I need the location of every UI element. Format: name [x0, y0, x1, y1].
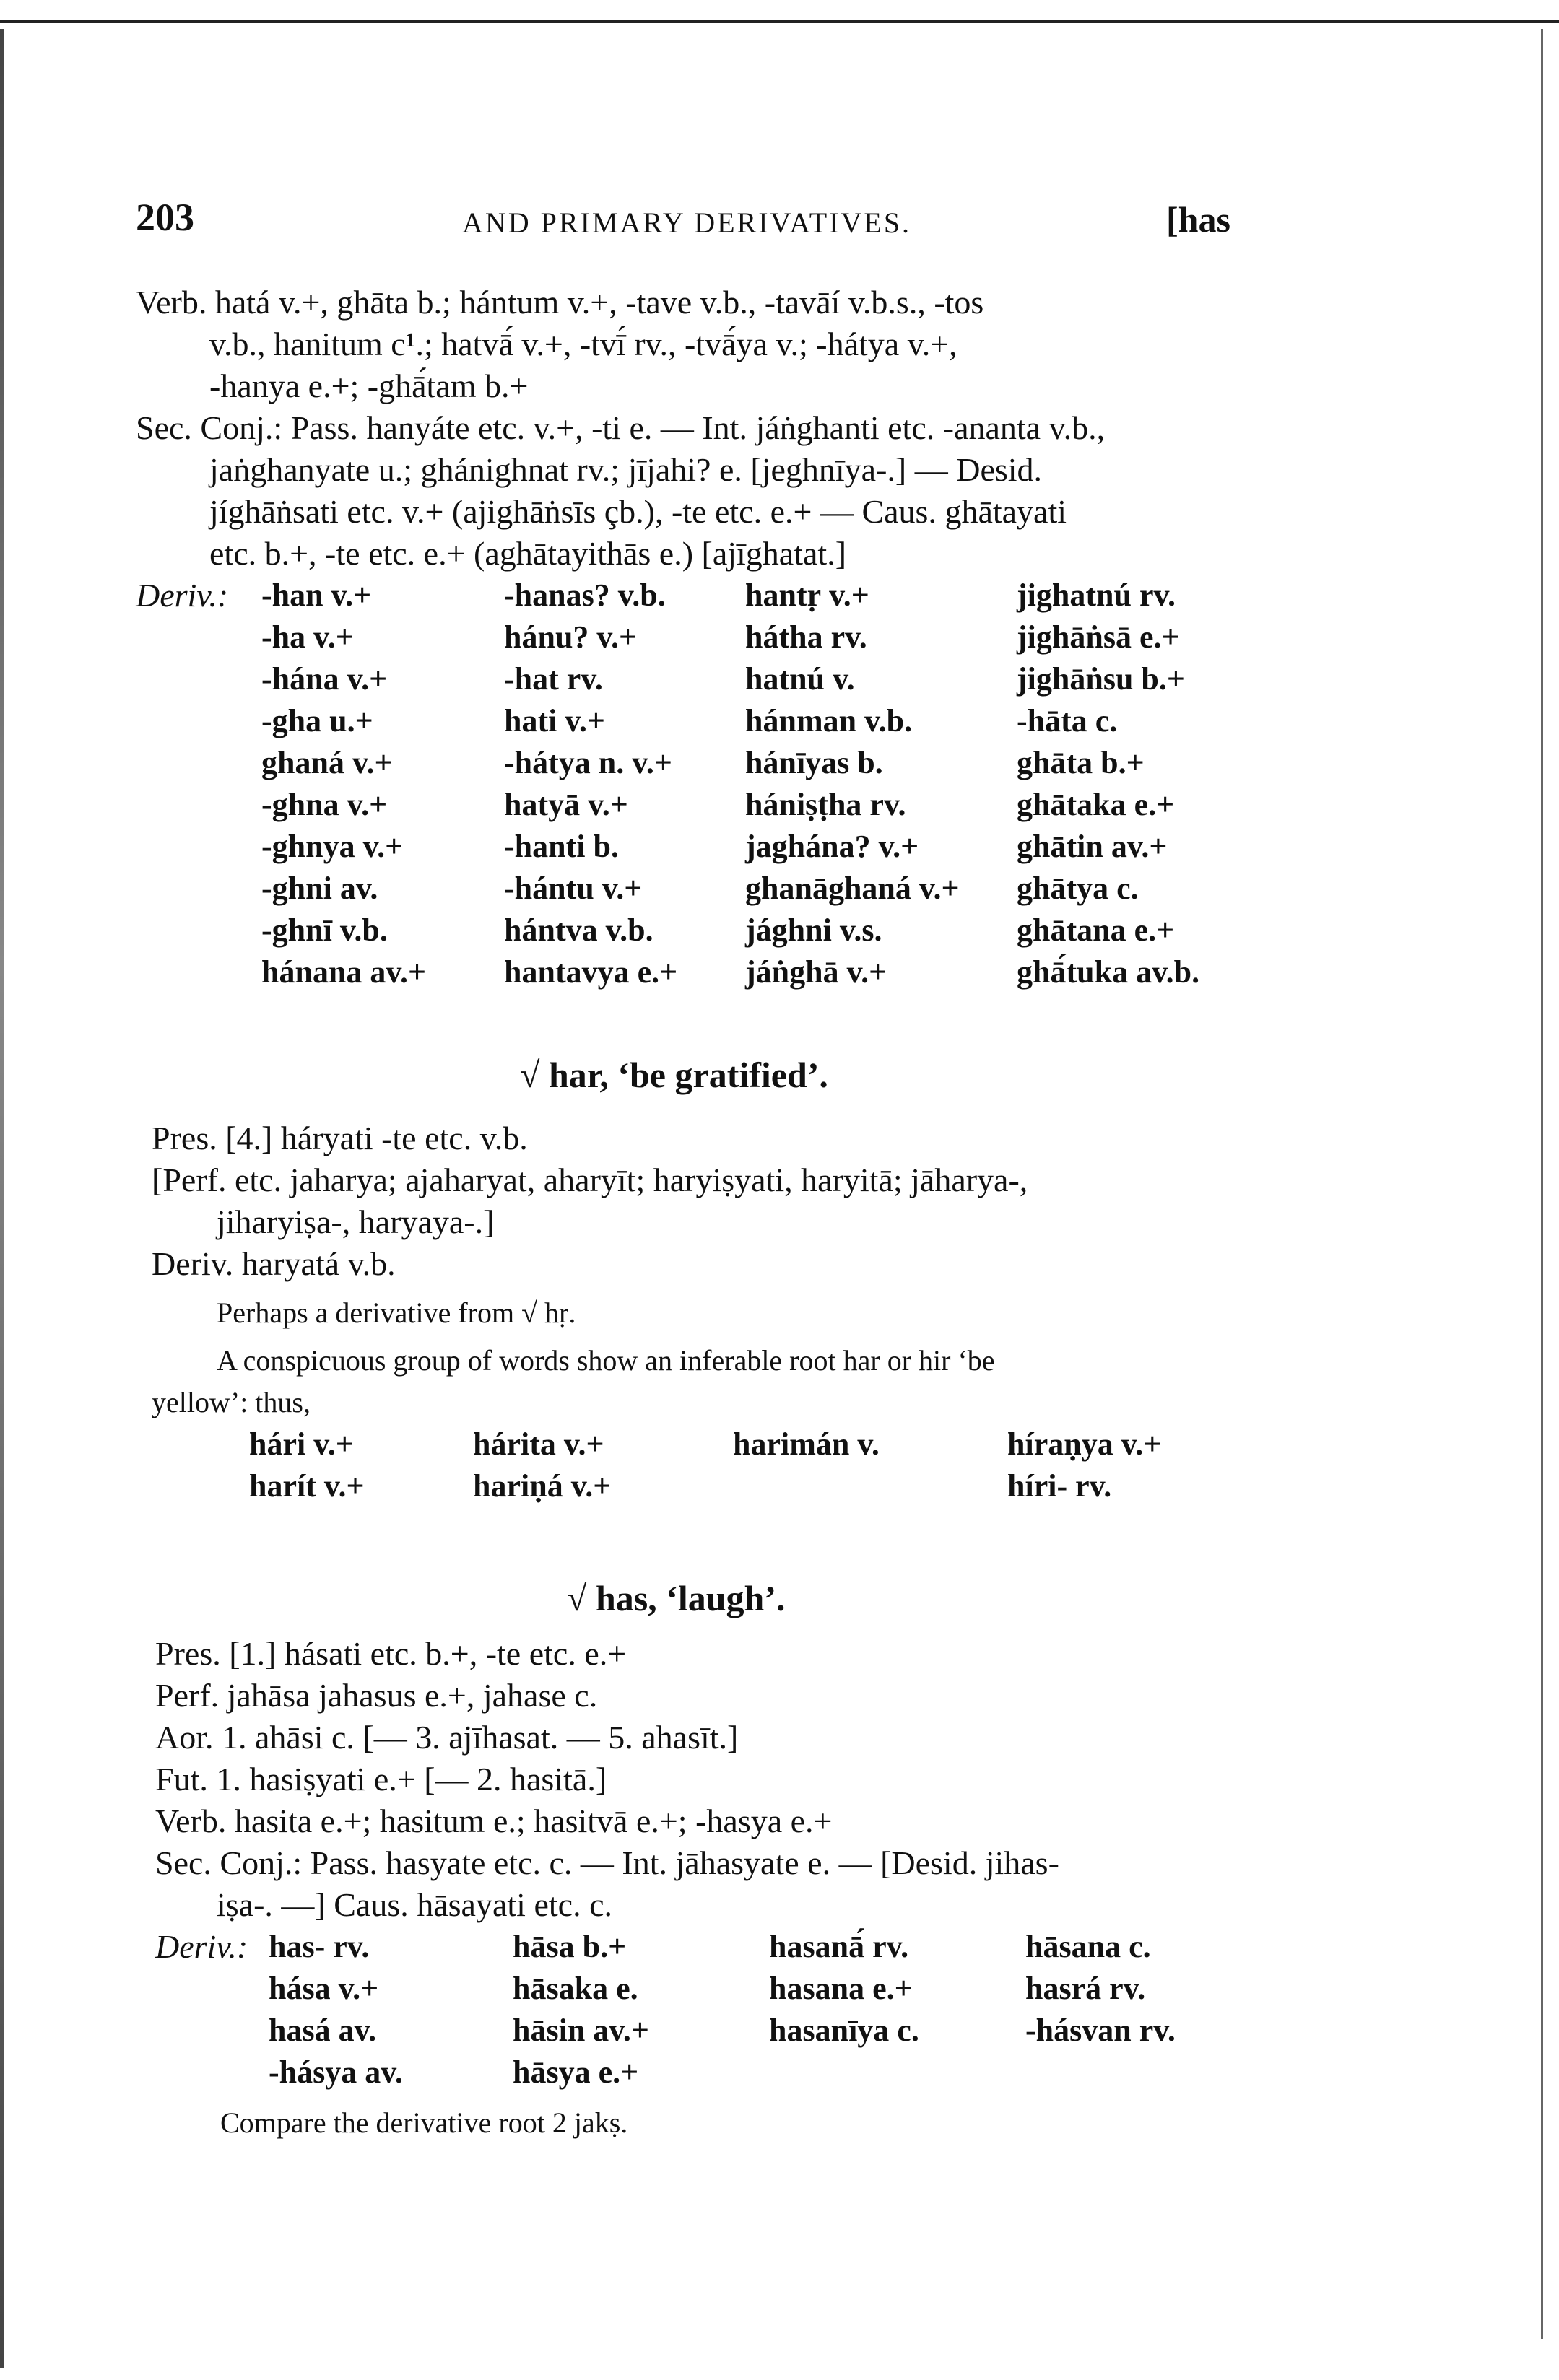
- han-verb-line-2: v.b., hanitum c¹.; hatvā́ v.+, -tvī́ rv., -tvā́ya v.; -hátya v.+,: [209, 326, 957, 362]
- right-scan-edge: [1541, 29, 1543, 2339]
- har-line-2: [Perf. etc. jaharya; ajaharyat, aharyīt; haryiṣyati, haryitā; jāharya-,: [152, 1161, 1028, 1198]
- deriv-item: -hátya n. v.+: [504, 745, 672, 780]
- han-secconj-line-4: etc. b.+, -te etc. e.+ (aghātayithās e.) [ajīghatat.]: [209, 535, 847, 572]
- deriv-item: jighatnú rv.: [1017, 577, 1176, 613]
- deriv-item: hāsya e.+: [513, 2054, 639, 2090]
- deriv-item: jaghána? v.+: [745, 829, 919, 864]
- deriv-item: -ha v.+: [261, 619, 354, 655]
- deriv-item: ghāta b.+: [1017, 745, 1145, 780]
- deriv-item: hantṛ v.+: [745, 577, 869, 613]
- yellow-word: harimán v.: [733, 1426, 880, 1462]
- han-secconj-line-2: jaṅghanyate u.; ghánighnat rv.; jījahi? e. [jeghnīya-.] — Desid.: [209, 451, 1043, 488]
- has-deriv-col-2: [513, 1926, 649, 2093]
- yellow-col-2: [473, 1424, 611, 1507]
- deriv-item: -hanti b.: [504, 829, 619, 864]
- deriv-item: ghātya c.: [1017, 871, 1139, 906]
- deriv-item: -hásya av.: [269, 2054, 403, 2090]
- han-deriv-col-4: [1017, 575, 1199, 993]
- deriv-item: hániṣṭha rv.: [745, 787, 906, 822]
- top-scan-edge: [0, 20, 1559, 23]
- has-line-secconj-1: Sec. Conj.: Pass. hasyate etc. c. — Int. jāhasyate e. — [Desid. jihas-: [155, 1844, 1059, 1881]
- deriv-item: hánman v.b.: [745, 703, 913, 738]
- deriv-item: -hat rv.: [504, 661, 603, 697]
- deriv-item: hasana e.+: [769, 1971, 913, 2006]
- has-line-pres: Pres. [1.] hásati etc. b.+, -te etc. e.+: [155, 1635, 627, 1672]
- deriv-item: hasá av.: [269, 2013, 377, 2048]
- yellow-word: hári v.+: [249, 1426, 354, 1462]
- has-deriv-col-3: [769, 1926, 919, 2052]
- deriv-item: hatnú v.: [745, 661, 855, 697]
- har-line-3: jiharyiṣa-, haryaya-.]: [217, 1203, 495, 1240]
- deriv-item: hánīyas b.: [745, 745, 883, 780]
- har-line-1: Pres. [4.] háryati -te etc. v.b.: [152, 1120, 528, 1156]
- deriv-item: hasanīya c.: [769, 2013, 919, 2048]
- deriv-item: hāsa b.+: [513, 1929, 627, 1964]
- han-deriv-col-1: [261, 575, 426, 993]
- deriv-item: -ghna v.+: [261, 787, 388, 822]
- deriv-item: jighāṅsā e.+: [1017, 619, 1180, 655]
- har-line-4: Deriv. haryatá v.b.: [152, 1245, 396, 1282]
- deriv-item: -hána v.+: [261, 661, 388, 697]
- har-note-derivative: Perhaps a derivative from √ hṛ.: [217, 1296, 576, 1329]
- has-line-secconj-2: iṣa-. —] Caus. hāsayati etc. c.: [217, 1886, 612, 1923]
- has-line-perf: Perf. jahāsa jahasus e.+, jahase c.: [155, 1677, 598, 1714]
- deriv-item: ghā́tuka av.b.: [1017, 954, 1200, 990]
- deriv-item: -han v.+: [261, 577, 372, 613]
- han-secconj-line-3: jíghāṅsati etc. v.+ (ajighāṅsīs çb.), -te etc. e.+ — Caus. ghātayati: [209, 493, 1067, 530]
- yellow-word: híraṇya v.+: [1007, 1426, 1162, 1462]
- yellow-word: hariṇá v.+: [473, 1468, 612, 1504]
- deriv-item: hāsin av.+: [513, 2013, 649, 2048]
- deriv-item: hasanā́ rv.: [769, 1929, 909, 1964]
- han-deriv-col-3: [745, 575, 960, 993]
- deriv-item: hāsaka e.: [513, 1971, 638, 2006]
- page-number: 203: [136, 196, 194, 239]
- deriv-item: ghātin av.+: [1017, 829, 1168, 864]
- deriv-item: -ghnya v.+: [261, 829, 404, 864]
- deriv-item: -hásvan rv.: [1025, 2013, 1176, 2048]
- deriv-item: ghātaka e.+: [1017, 787, 1175, 822]
- deriv-item: hása v.+: [269, 1971, 379, 2006]
- har-heading: √ har, ‘be gratified’.: [520, 1055, 828, 1095]
- deriv-item: -hántu v.+: [504, 871, 643, 906]
- deriv-item: -ghnī v.b.: [261, 912, 388, 948]
- yellow-col-3: [733, 1424, 880, 1465]
- deriv-item: hatyā v.+: [504, 787, 628, 822]
- deriv-item: hátha rv.: [745, 619, 867, 655]
- corner-headword: [has: [1166, 199, 1230, 240]
- has-line-verb: Verb. hasita e.+; hasitum e.; hasitvā e.+; -hasya e.+: [155, 1803, 833, 1839]
- deriv-item: hati v.+: [504, 703, 605, 738]
- yellow-word: harít v.+: [249, 1468, 365, 1504]
- left-scan-edge: [0, 29, 4, 2368]
- running-title: AND PRIMARY DERIVATIVES.: [462, 206, 912, 239]
- han-deriv-label: Deriv.:: [136, 577, 229, 614]
- deriv-item: jághni v.s.: [745, 912, 882, 948]
- deriv-item: ghaná v.+: [261, 745, 393, 780]
- yellow-word: hárita v.+: [473, 1426, 604, 1462]
- yellow-word: híri- rv.: [1007, 1468, 1112, 1504]
- has-line-aor: Aor. 1. ahāsi c. [— 3. ajīhasat. — 5. ahasīt.]: [155, 1719, 739, 1756]
- deriv-item: ghanāghaná v.+: [745, 871, 960, 906]
- deriv-item: jighāṅsu b.+: [1017, 661, 1185, 697]
- has-deriv-col-4: [1025, 1926, 1176, 2052]
- has-line-fut: Fut. 1. hasiṣyati e.+ [— 2. hasitā.]: [155, 1761, 607, 1797]
- deriv-item: has- rv.: [269, 1929, 370, 1964]
- deriv-item: hasrá rv.: [1025, 1971, 1146, 2006]
- han-secconj-line-1: Sec. Conj.: Pass. hanyáte etc. v.+, -ti e. — Int. jáṅghanti etc. -ananta v.b.,: [136, 409, 1106, 446]
- deriv-item: -gha u.+: [261, 703, 373, 738]
- deriv-item: hánu? v.+: [504, 619, 638, 655]
- deriv-item: -hanas? v.b.: [504, 577, 666, 613]
- deriv-item: jáṅghā v.+: [745, 954, 887, 990]
- har-note-group-line-1: A conspicuous group of words show an inferable root har or hir ‘be: [217, 1344, 995, 1377]
- deriv-item: hántva v.b.: [504, 912, 653, 948]
- yellow-col-4: [1007, 1424, 1161, 1507]
- has-deriv-col-1: [269, 1926, 403, 2093]
- har-note-group-line-2: yellow’: thus,: [152, 1386, 311, 1418]
- has-heading: √ has, ‘laugh’.: [567, 1578, 786, 1618]
- yellow-col-1: [249, 1424, 365, 1507]
- has-compare-note: Compare the derivative root 2 jakṣ.: [220, 2106, 628, 2139]
- deriv-item: -ghni av.: [261, 871, 378, 906]
- han-verb-line-3: -hanya e.+; -ghā́tam b.+: [209, 367, 529, 404]
- deriv-item: hánana av.+: [261, 954, 427, 990]
- has-deriv-label: Deriv.:: [155, 1928, 248, 1965]
- han-verb-line-1: Verb. hatá v.+, ghāta b.; hántum v.+, -tave v.b., -tavāí v.b.s., -tos: [136, 284, 984, 321]
- deriv-item: ghātana e.+: [1017, 912, 1175, 948]
- deriv-item: hantavya e.+: [504, 954, 678, 990]
- han-deriv-col-2: [504, 575, 677, 993]
- deriv-item: hāsana c.: [1025, 1929, 1151, 1964]
- deriv-item: -hāta c.: [1017, 703, 1118, 738]
